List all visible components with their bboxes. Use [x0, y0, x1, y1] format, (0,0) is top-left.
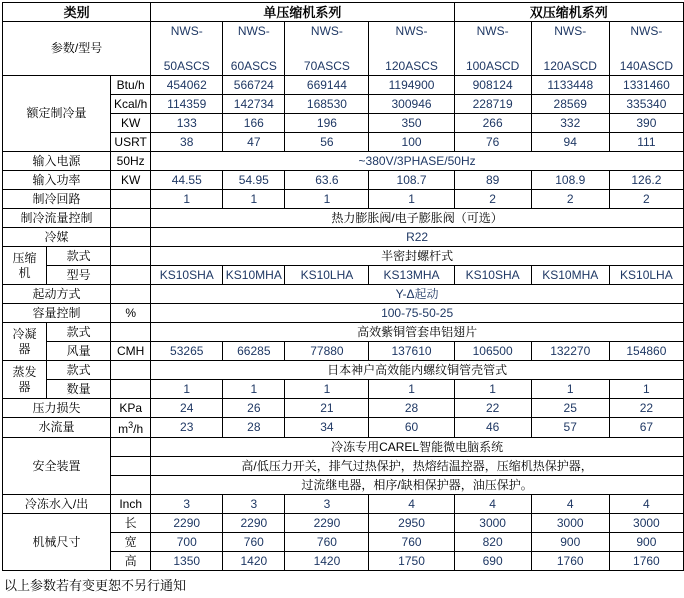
empty-unit-cell [111, 361, 151, 380]
value-cell: 196 [285, 114, 369, 133]
model-prefix: NWS- [554, 24, 587, 38]
value-cell: 300946 [369, 95, 454, 114]
row-models [3, 22, 684, 76]
value-cell: 53265 [151, 342, 223, 361]
value-cell: KS13MHA [369, 266, 454, 285]
value-cell: 908124 [454, 76, 531, 95]
row-series-header [3, 3, 684, 22]
row-refrig-circuit [3, 190, 684, 209]
value-cell: 4 [454, 495, 531, 514]
value-cell: 108.9 [531, 171, 609, 190]
model-code: 60ASCS [230, 59, 277, 73]
unit-cell: KW [111, 114, 151, 133]
row-power-supply [3, 152, 684, 171]
row-start-mode [3, 285, 684, 304]
value-cell: 1 [285, 190, 369, 209]
flow-control-value: 热力膨胀阀/电子膨胀阀（可选） [151, 209, 684, 228]
row-label-start-mode: 起动方式 [3, 285, 111, 304]
model-header-cell [223, 22, 285, 76]
value-cell: 1420 [223, 552, 285, 571]
dual-series-header: 双压缩机系列 [454, 3, 683, 22]
empty-unit-cell [111, 285, 151, 304]
row-label-evaporator: 蒸发器 [3, 361, 47, 399]
row-label-capacity-control: 容量控制 [3, 304, 111, 323]
row-evaporator-type [3, 361, 684, 380]
value-cell: 1 [285, 380, 369, 399]
value-cell: 137610 [369, 342, 454, 361]
row-pressure-drop [3, 399, 684, 418]
row-label-water-flow: 水流量 [3, 418, 111, 438]
sub-label: 款式 [47, 361, 111, 380]
safety-line: 过流继电器，相序/缺相保护器，油压保护。 [151, 476, 684, 495]
value-cell: 2290 [151, 514, 223, 533]
value-cell: 900 [531, 533, 609, 552]
value-cell: 332 [531, 114, 609, 133]
value-cell: 266 [454, 114, 531, 133]
row-label-dimensions: 机械尺寸 [3, 514, 111, 571]
value-cell: 1420 [285, 552, 369, 571]
value-cell: 760 [369, 533, 454, 552]
spec-table [2, 2, 684, 571]
value-cell: 1760 [531, 552, 609, 571]
value-cell: 1 [151, 380, 223, 399]
value-cell: 1 [531, 380, 609, 399]
value-cell: 60 [369, 418, 454, 438]
row-label-input-power: 输入功率 [3, 171, 111, 190]
compressor-type-value: 半密封螺杆式 [151, 247, 684, 266]
value-cell: 1 [223, 190, 285, 209]
unit-cell: % [111, 304, 151, 323]
value-cell: 66285 [223, 342, 285, 361]
row-water-flow [3, 418, 684, 438]
value-cell: 57 [531, 418, 609, 438]
value-cell: KS10SHA [151, 266, 223, 285]
model-header-cell [531, 22, 609, 76]
model-code: 100ASCD [465, 59, 520, 73]
value-cell: 22 [454, 399, 531, 418]
model-header-cell [609, 22, 683, 76]
row-flow-control [3, 209, 684, 228]
footer-note: 以上参数若有变更恕不另行通知 [4, 578, 187, 593]
value-cell: 126.2 [609, 171, 683, 190]
single-series-header: 单压缩机系列 [151, 3, 454, 22]
value-cell: KS10LHA [285, 266, 369, 285]
value-cell: 2 [609, 190, 683, 209]
empty-unit-cell [111, 209, 151, 228]
value-cell: 3 [151, 495, 223, 514]
value-cell: KS10SHA [454, 266, 531, 285]
row-condenser-type [3, 323, 684, 342]
power-supply-value: ~380V/3PHASE/50Hz [151, 152, 684, 171]
value-cell: 67 [609, 418, 683, 438]
value-cell: 2 [531, 190, 609, 209]
sub-label: 款式 [47, 323, 111, 342]
unit-cell: $m^3/h$ [111, 418, 151, 438]
value-cell: 47 [223, 133, 285, 152]
sub-label: 数量 [47, 380, 111, 399]
value-cell: 1 [609, 380, 683, 399]
value-cell: 3000 [454, 514, 531, 533]
row-dim-length [3, 514, 684, 533]
value-cell: 1 [369, 380, 454, 399]
empty-unit-cell [111, 247, 151, 266]
value-cell: 100 [369, 133, 454, 152]
unit-cell: Btu/h [111, 76, 151, 95]
value-cell: KS10MHA [223, 266, 285, 285]
model-header-cell [454, 22, 531, 76]
value-cell: 1760 [609, 552, 683, 571]
empty-unit-cell [111, 228, 151, 247]
value-cell: 1331460 [609, 76, 683, 95]
model-prefix: NWS- [170, 24, 203, 38]
empty-unit-cell [111, 190, 151, 209]
value-cell: 34 [285, 418, 369, 438]
value-cell: 1 [223, 380, 285, 399]
empty-unit-cell [111, 476, 151, 495]
value-cell: 3000 [531, 514, 609, 533]
value-cell: 24 [151, 399, 223, 418]
value-cell: 23 [151, 418, 223, 438]
value-cell: 4 [369, 495, 454, 514]
row-label-compressor: 压缩机 [3, 247, 47, 285]
row-label-power-supply: 输入电源 [3, 152, 111, 171]
value-cell: 2950 [369, 514, 454, 533]
value-cell: 108.7 [369, 171, 454, 190]
row-capacity-btu [3, 76, 684, 95]
value-cell: 25 [531, 399, 609, 418]
value-cell: 94 [531, 133, 609, 152]
row-label-pressure-drop: 压力损失 [3, 399, 111, 418]
unit-cell: CMH [111, 342, 151, 361]
unit-cell: Kcal/h [111, 95, 151, 114]
empty-unit-cell [111, 266, 151, 285]
row-label-safety: 安全装置 [3, 438, 111, 495]
value-cell: 1 [151, 190, 223, 209]
value-cell: KS10MHA [531, 266, 609, 285]
model-header-cell [369, 22, 454, 76]
model-code: 70ASCS [303, 59, 350, 73]
value-cell: 1750 [369, 552, 454, 571]
row-capacity-control [3, 304, 684, 323]
value-cell: 760 [285, 533, 369, 552]
empty-unit-cell [111, 438, 151, 457]
model-code: 120ASCS [385, 59, 438, 73]
value-cell: 1350 [151, 552, 223, 571]
value-cell: 454062 [151, 76, 223, 95]
row-compressor-type [3, 247, 684, 266]
value-cell: 114359 [151, 95, 223, 114]
value-cell: 390 [609, 114, 683, 133]
value-cell: 1194900 [369, 76, 454, 95]
model-prefix: NWS- [630, 24, 663, 38]
value-cell: 56 [285, 133, 369, 152]
row-label-refrig-circuit: 制冷回路 [3, 190, 111, 209]
value-cell: 1133448 [531, 76, 609, 95]
value-cell: KS10LHA [609, 266, 683, 285]
safety-line: 高/低压力开关，排气过热保护，热熔结温控器，压缩机热保护器， [151, 457, 684, 476]
value-cell: 690 [454, 552, 531, 571]
unit-cell: 高 [111, 552, 151, 571]
sub-label: 款式 [47, 247, 111, 266]
value-cell: 76 [454, 133, 531, 152]
value-cell: 168530 [285, 95, 369, 114]
unit-cell: 长 [111, 514, 151, 533]
category-header: 类别 [3, 3, 151, 22]
model-code: 140ASCD [619, 59, 674, 73]
sub-label: 型号 [47, 266, 111, 285]
value-cell: 22 [609, 399, 683, 418]
row-condenser-airflow [3, 342, 684, 361]
unit-cell: 宽 [111, 533, 151, 552]
value-cell: 1 [454, 380, 531, 399]
model-code: 50ASCS [163, 59, 210, 73]
value-cell: 4 [531, 495, 609, 514]
value-cell: 566724 [223, 76, 285, 95]
model-prefix: NWS- [310, 24, 343, 38]
value-cell: 26 [223, 399, 285, 418]
row-chilled-water [3, 495, 684, 514]
row-label-capacity: 额定制冷量 [3, 76, 111, 152]
value-cell: 38 [151, 133, 223, 152]
value-cell: 900 [609, 533, 683, 552]
start-mode-value: Y-Δ起动 [151, 285, 684, 304]
row-safety-1 [3, 438, 684, 457]
value-cell: 132270 [531, 342, 609, 361]
value-cell: 760 [223, 533, 285, 552]
value-cell: 63.6 [285, 171, 369, 190]
unit-cell: KPa [111, 399, 151, 418]
row-label-condenser: 冷凝器 [3, 323, 47, 361]
row-label-refrigerant: 冷媒 [3, 228, 111, 247]
value-cell: 21 [285, 399, 369, 418]
value-cell: 46 [454, 418, 531, 438]
value-cell: 166 [223, 114, 285, 133]
unit-cell: KW [111, 171, 151, 190]
value-cell: 820 [454, 533, 531, 552]
row-input-power [3, 171, 684, 190]
row-refrigerant [3, 228, 684, 247]
model-prefix: NWS- [237, 24, 270, 38]
row-evaporator-qty [3, 380, 684, 399]
row-label-flow-control: 制冷流量控制 [3, 209, 111, 228]
value-cell: 2 [454, 190, 531, 209]
value-cell: 669144 [285, 76, 369, 95]
value-cell: 700 [151, 533, 223, 552]
value-cell: 4 [609, 495, 683, 514]
value-cell: 335340 [609, 95, 683, 114]
value-cell: 111 [609, 133, 683, 152]
value-cell: 228719 [454, 95, 531, 114]
value-cell: 89 [454, 171, 531, 190]
model-header-cell [285, 22, 369, 76]
value-cell: 3 [285, 495, 369, 514]
model-header-cell [151, 22, 223, 76]
model-prefix: NWS- [476, 24, 509, 38]
evaporator-type-value: 日本神户高效能内螺纹铜管壳管式 [151, 361, 684, 380]
value-cell: 154860 [609, 342, 683, 361]
value-cell: 106500 [454, 342, 531, 361]
empty-unit-cell [111, 380, 151, 399]
value-cell: 2290 [285, 514, 369, 533]
sub-label: 风量 [47, 342, 111, 361]
unit-cell: Inch [111, 495, 151, 514]
value-cell: 142734 [223, 95, 285, 114]
param-model-header: 参数/型号 [3, 22, 151, 76]
condenser-type-value: 高效紫铜管套串铝翅片 [151, 323, 684, 342]
value-cell: 133 [151, 114, 223, 133]
row-compressor-model [3, 266, 684, 285]
empty-unit-cell [111, 457, 151, 476]
row-label-chilled-water: 冷冻水入/出 [3, 495, 111, 514]
value-cell: 350 [369, 114, 454, 133]
value-cell: 2290 [223, 514, 285, 533]
value-cell: 3000 [609, 514, 683, 533]
empty-unit-cell [111, 323, 151, 342]
unit-cell: 50Hz [111, 152, 151, 171]
value-cell: 3 [223, 495, 285, 514]
value-cell: 28 [369, 399, 454, 418]
value-cell: 28569 [531, 95, 609, 114]
refrigerant-value: R22 [151, 228, 684, 247]
safety-line: 冷冻专用CAREL智能微电脑系统 [151, 438, 684, 457]
model-code: 120ASCD [543, 59, 597, 73]
model-prefix: NWS- [395, 24, 428, 38]
value-cell: 28 [223, 418, 285, 438]
value-cell: 44.55 [151, 171, 223, 190]
value-cell: 54.95 [223, 171, 285, 190]
value-cell: 1 [369, 190, 454, 209]
value-cell: 77880 [285, 342, 369, 361]
capacity-control-value: 100-75-50-25 [151, 304, 684, 323]
unit-cell: USRT [111, 133, 151, 152]
